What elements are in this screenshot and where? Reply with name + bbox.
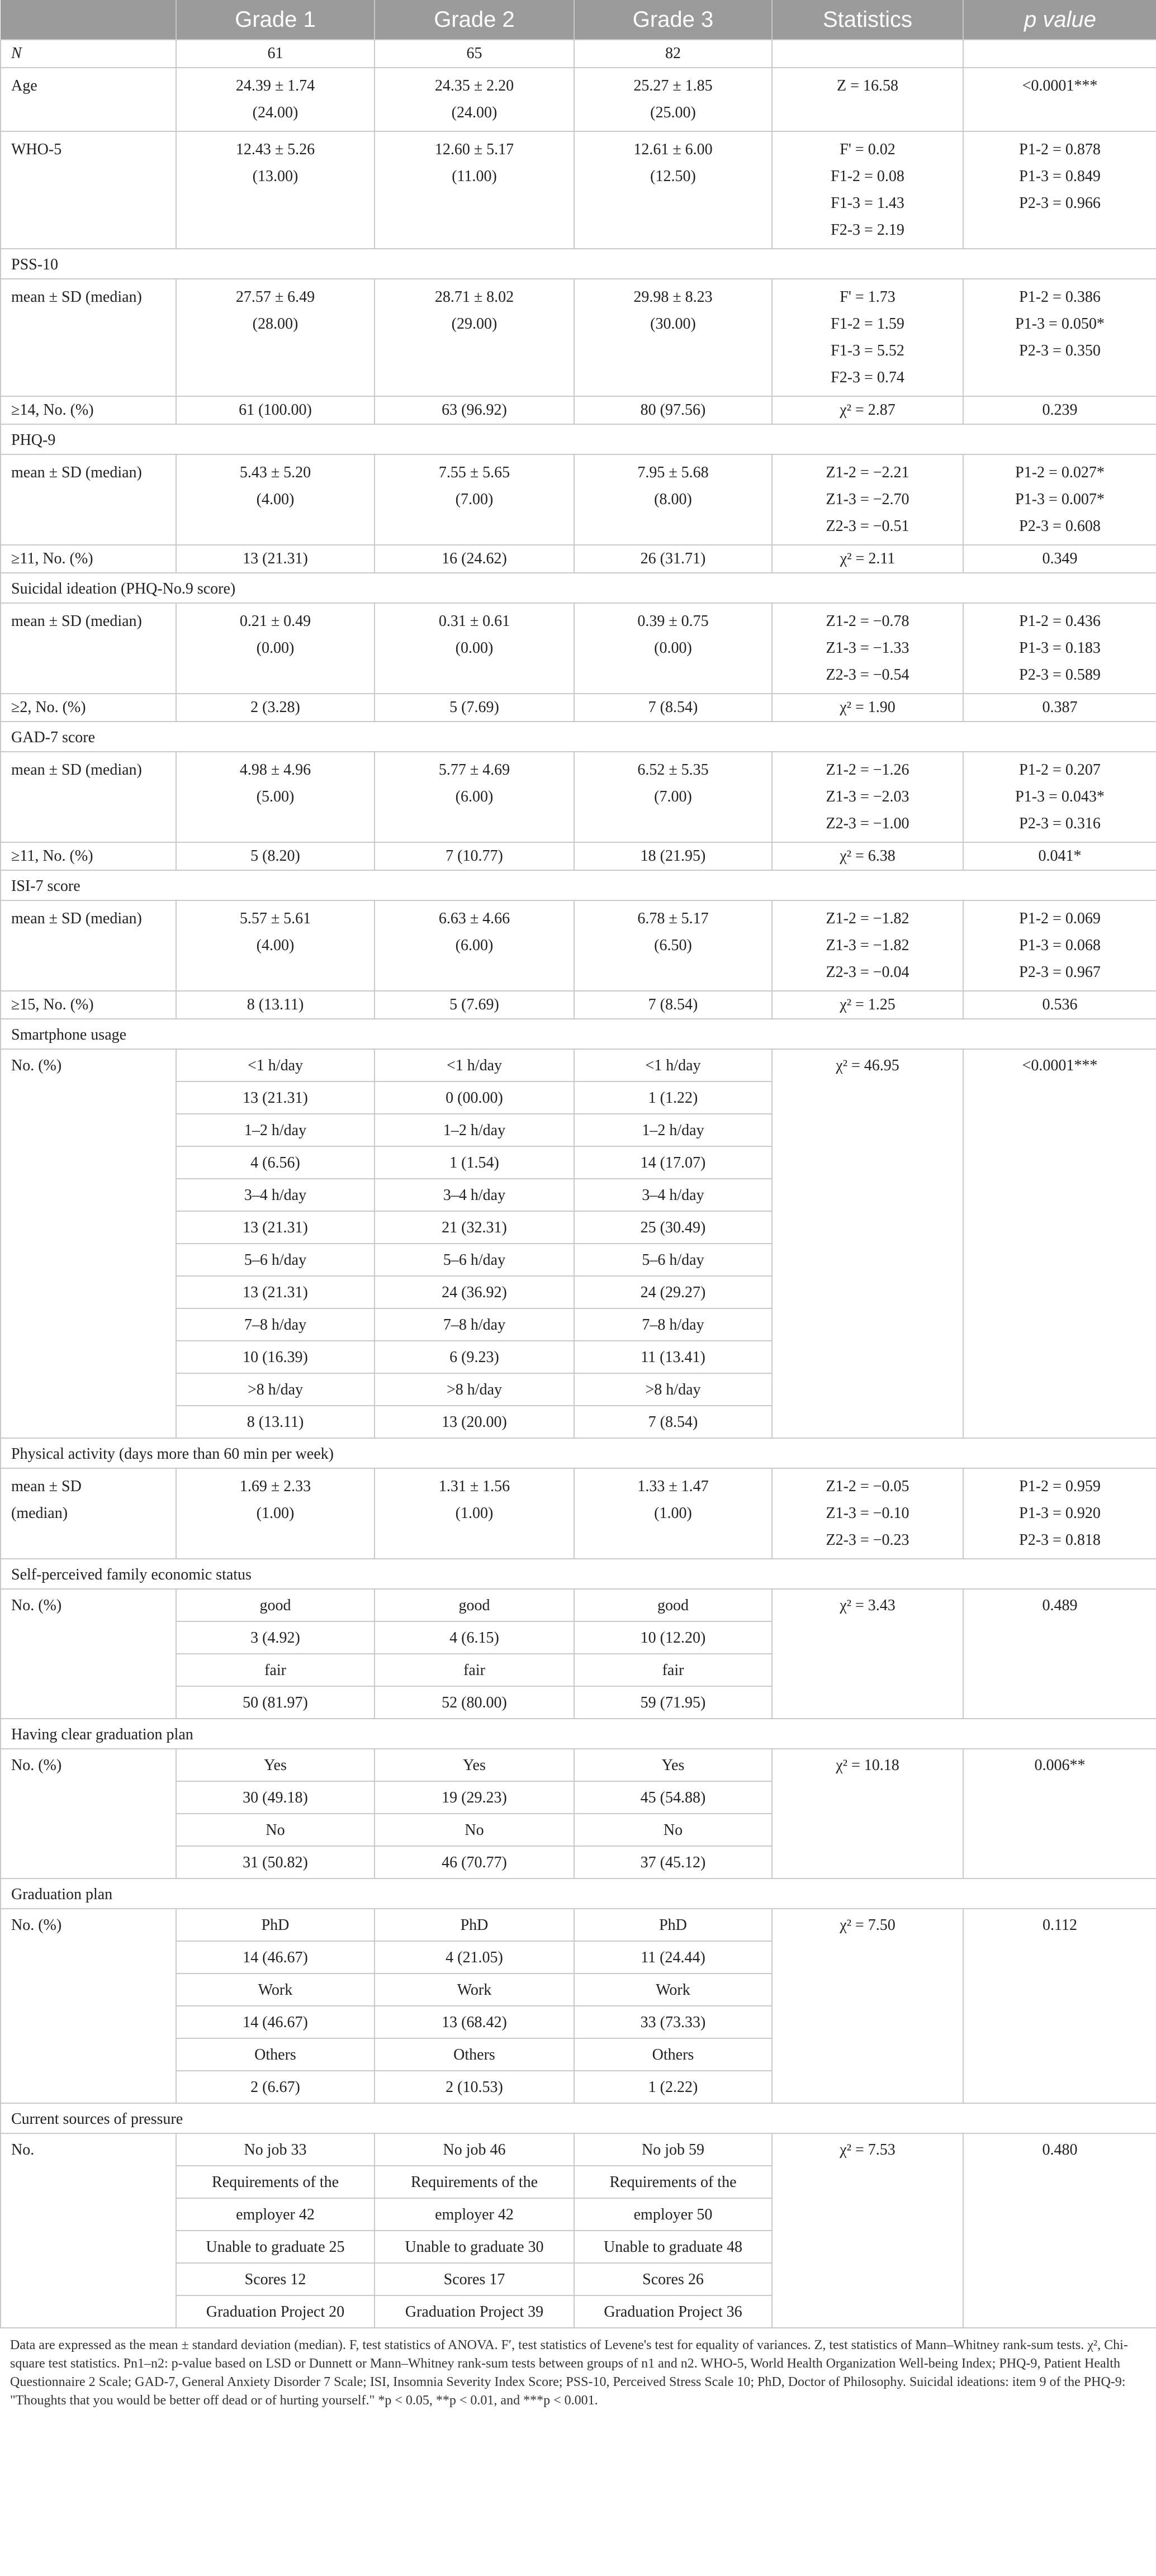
sub-row: 21 (32.31) [375, 1212, 574, 1244]
sub-row: 2 (6.67) [250, 2079, 300, 2096]
sub-row: 30 (49.18) [177, 1782, 374, 1814]
cell-label: No. (%) [1, 1589, 176, 1719]
sub-row: Yes [375, 1749, 574, 1782]
row-phys-mean [1, 1468, 1156, 1559]
sub-row: 14 (46.67) [177, 2006, 374, 2039]
sub-row: Scores 26 [575, 2264, 771, 2296]
cell-label: mean ± SD (median) [1, 279, 176, 396]
cell-p: 0.041* [963, 842, 1156, 870]
cell-p: 0.480 [963, 2133, 1156, 2328]
cell-label: No. (%) [1, 1749, 176, 1878]
header-grade1: Grade 1 [176, 0, 375, 40]
cell-p: P1-2 = 0.027* P1-3 = 0.007* P2-3 = 0.608 [963, 454, 1156, 545]
sub-row: Scores 12 [177, 2264, 374, 2296]
cell-stat: Z1-2 = −0.78 Z1-3 = −1.33 Z2-3 = −0.54 [772, 603, 963, 694]
sub-row: fair [375, 1654, 574, 1687]
header-p-value: p value [963, 0, 1156, 40]
cell-g3: 1.33 ± 1.47 (1.00) [574, 1468, 772, 1559]
cell-label: ≥11, No. (%) [1, 545, 176, 573]
cell-g3: 26 (31.71) [574, 545, 772, 573]
cell-g2: 5 (7.69) [375, 694, 574, 722]
section-suicidal [1, 573, 1156, 603]
sub-row: 13 (21.31) [177, 1082, 374, 1114]
sub-row: >8 h/day [177, 1374, 374, 1406]
cell-g2: 7.55 ± 5.65 (7.00) [375, 454, 574, 545]
sub-row: Work [177, 1974, 374, 2006]
header-grade2: Grade 2 [375, 0, 574, 40]
sub-row: 25 (30.49) [575, 1212, 771, 1244]
section-graduation-plan [1, 1878, 1156, 1909]
cell-g2 [375, 1749, 574, 1878]
cell-g3: 7 (8.54) [574, 694, 772, 722]
sub-row: good [375, 1590, 574, 1622]
row-isi-cut [1, 991, 1156, 1019]
section-gad [1, 722, 1156, 752]
cell-label: mean ± SD (median) [1, 454, 176, 545]
cell-label: mean ± SD (median) [1, 603, 176, 694]
sub-row: fair [177, 1654, 374, 1687]
cell-g1 [176, 1589, 375, 1719]
sub-row: Others [375, 2039, 574, 2071]
cell-label: No. (%) [1, 1049, 176, 1438]
sub-row: 10 (12.20) [575, 1622, 771, 1654]
sub-row: <1 h/day [575, 1050, 771, 1082]
sub-row: Unable to graduate 25 [177, 2231, 374, 2264]
sub-row: 4 (6.15) [375, 1622, 574, 1654]
cell-p: 0.489 [963, 1589, 1156, 1719]
sub-row: >8 h/day [575, 1374, 771, 1406]
sub-row: Work [375, 1974, 574, 2006]
cell-label: Age [1, 68, 176, 131]
cell-stat: χ² = 2.11 [772, 545, 963, 573]
cell-g1: 27.57 ± 6.49 (28.00) [176, 279, 375, 396]
cell-p: 0.006** [963, 1749, 1156, 1878]
sub-row: Graduation Project 36 [604, 2303, 742, 2321]
cell-g2: 24.35 ± 2.20 (24.00) [375, 68, 574, 131]
cell-stat [772, 40, 963, 68]
sub-row: 1–2 h/day [177, 1114, 374, 1147]
cell-g2: 5.77 ± 4.69 (6.00) [375, 752, 574, 842]
cell-g1: 5.43 ± 5.20 (4.00) [176, 454, 375, 545]
header-row [1, 0, 1156, 40]
sub-row: 2 (10.53) [446, 2079, 503, 2096]
cell-label: No. (%) [1, 1909, 176, 2103]
sub-row: 24 (29.27) [575, 1277, 771, 1309]
sub-row: 7–8 h/day [575, 1309, 771, 1341]
row-who5 [1, 131, 1156, 249]
cell-label: No. [1, 2133, 176, 2328]
sub-row: good [575, 1590, 771, 1622]
cell-g1: 13 (21.31) [176, 545, 375, 573]
cell-g3: 82 [574, 40, 772, 68]
section-title: Self-perceived family economic status [1, 1559, 1156, 1589]
cell-g3: 6.52 ± 5.35 (7.00) [574, 752, 772, 842]
cell-label: WHO-5 [1, 131, 176, 249]
sub-row: Yes [177, 1749, 374, 1782]
sub-row: No [375, 1814, 574, 1847]
sub-row: <1 h/day [375, 1050, 574, 1082]
cell-g1: 2 (3.28) [176, 694, 375, 722]
sub-row: No job 59 [575, 2134, 771, 2166]
cell-label: mean ± SD (median) [1, 752, 176, 842]
sub-row: 14 (17.07) [575, 1147, 771, 1179]
cell-g2: 6.63 ± 4.66 (6.00) [375, 900, 574, 991]
cell-p: P1-2 = 0.207 P1-3 = 0.043* P2-3 = 0.316 [963, 752, 1156, 842]
cell-stat: χ² = 1.25 [772, 991, 963, 1019]
section-title: PHQ-9 [1, 424, 1156, 454]
section-clear-plan [1, 1719, 1156, 1749]
row-sui-cut [1, 694, 1156, 722]
section-title: Current sources of pressure [1, 2103, 1156, 2133]
sub-row: PhD [375, 1909, 574, 1942]
cell-stat: Z1-2 = −1.82 Z1-3 = −1.82 Z2-3 = −0.04 [772, 900, 963, 991]
table-footnote: Data are expressed as the mean ± standard deviation (median). F, test statistics of ANOVA. F′, test statistics of Levene's test for equality of variances. Z, test statistics of Mann–Whitney rank-sum tests. χ², Chi-square test statistics. Pn1–n2: p-value based on LSD or Dunnett or Mann–Whitney rank-sum tests between groups of n1 and n2. WHO-5, World Health Organization Well-being Index; PHQ-9, Patient Health Questionnaire 2 Scale; GAD-7, General Anxiety Disorder 7 Scale; ISI, Insomnia Severity Index Score; PSS-10, Perceived Stress Scale 10; PhD, Doctor of Philosophy. Suicidal ideations: item 9 of the PHQ-9: "Thoughts that you would be better off dead or of hurting yourself." *p < 0.05, **p < 0.01, and ***p < 0.001. [10, 2338, 1128, 2408]
sub-row: 13 (68.42) [375, 2006, 574, 2039]
cell-g2: 0.31 ± 0.61 (0.00) [375, 603, 574, 694]
row-phq-mean [1, 454, 1156, 545]
cell-g3 [574, 1589, 772, 1719]
cell-p: <0.0001*** [963, 68, 1156, 131]
sub-row: employer 42 [375, 2199, 574, 2231]
cell-p: P1-2 = 0.386 P1-3 = 0.050* P2-3 = 0.350 [963, 279, 1156, 396]
sub-row: 5–6 h/day [177, 1244, 374, 1277]
cell-g2: 1.31 ± 1.56 (1.00) [375, 1468, 574, 1559]
sub-row: 13 (20.00) [442, 1413, 507, 1431]
section-smartphone [1, 1019, 1156, 1049]
sub-row: 0 (00.00) [375, 1082, 574, 1114]
sub-row: 4 (21.05) [375, 1942, 574, 1974]
cell-p: 0.536 [963, 991, 1156, 1019]
cell-g2 [375, 1049, 574, 1438]
sub-row: Graduation Project 20 [206, 2303, 345, 2321]
section-title: Suicidal ideation (PHQ-No.9 score) [1, 573, 1156, 603]
cell-g2: 12.60 ± 5.17 (11.00) [375, 131, 574, 249]
sub-row: employer 50 [575, 2199, 771, 2231]
sub-row: No [575, 1814, 771, 1847]
cell-g2: 63 (96.92) [375, 396, 574, 424]
sub-row: good [177, 1590, 374, 1622]
sub-row: 3–4 h/day [177, 1179, 374, 1212]
sub-row: 3 (4.92) [177, 1622, 374, 1654]
group-smartphone [1, 1049, 1156, 1438]
cell-stat: F' = 0.02 F1-2 = 0.08 F1-3 = 1.43 F2-3 = 2.19 [772, 131, 963, 249]
section-physical [1, 1438, 1156, 1468]
cell-g3 [574, 1909, 772, 2103]
cell-g3 [574, 2133, 772, 2328]
cell-g2: 7 (10.77) [375, 842, 574, 870]
cell-g1 [176, 1049, 375, 1438]
row-pss-cut [1, 396, 1156, 424]
sub-row: Unable to graduate 48 [575, 2231, 771, 2264]
sub-row: 24 (36.92) [375, 1277, 574, 1309]
cell-g1: 61 [176, 40, 375, 68]
cell-g3: 12.61 ± 6.00 (12.50) [574, 131, 772, 249]
sub-row: 10 (16.39) [177, 1341, 374, 1374]
cell-stat: χ² = 7.53 [772, 2133, 963, 2328]
cell-g3: 18 (21.95) [574, 842, 772, 870]
group-pressure [1, 2133, 1156, 2328]
cell-g2 [375, 1589, 574, 1719]
row-age [1, 68, 1156, 131]
cell-g1: 5 (8.20) [176, 842, 375, 870]
sub-row: No [177, 1814, 374, 1847]
sub-row: PhD [575, 1909, 771, 1942]
cell-label: ≥15, No. (%) [1, 991, 176, 1019]
cell-g3 [574, 1049, 772, 1438]
row-pss-mean [1, 279, 1156, 396]
section-economic [1, 1559, 1156, 1589]
sub-row: Requirements of the [575, 2166, 771, 2199]
cell-p: P1-2 = 0.959 P1-3 = 0.920 P2-3 = 0.818 [963, 1468, 1156, 1559]
sub-row: No job 33 [177, 2134, 374, 2166]
section-title: Physical activity (days more than 60 min per week) [1, 1438, 1156, 1468]
cell-p: P1-2 = 0.436 P1-3 = 0.183 P2-3 = 0.589 [963, 603, 1156, 694]
cell-g1 [176, 2133, 375, 2328]
cell-g3: 25.27 ± 1.85 (25.00) [574, 68, 772, 131]
cell-stat: χ² = 3.43 [772, 1589, 963, 1719]
cell-g3: 0.39 ± 0.75 (0.00) [574, 603, 772, 694]
sub-row: 37 (45.12) [640, 1854, 706, 1871]
row-phq-cut [1, 545, 1156, 573]
sub-row: 3–4 h/day [575, 1179, 771, 1212]
cell-g2: 28.71 ± 8.02 (29.00) [375, 279, 574, 396]
cell-p: 0.387 [963, 694, 1156, 722]
header-statistics: Statistics [772, 0, 963, 40]
header-grade3: Grade 3 [574, 0, 772, 40]
sub-row: 1 (1.22) [575, 1082, 771, 1114]
sub-row: 31 (50.82) [243, 1854, 308, 1871]
sub-row: 7 (8.54) [648, 1413, 698, 1431]
section-pss [1, 249, 1156, 279]
section-title: Smartphone usage [1, 1019, 1156, 1049]
sub-row: Yes [575, 1749, 771, 1782]
cell-g2 [375, 2133, 574, 2328]
cell-g1: 4.98 ± 4.96 (5.00) [176, 752, 375, 842]
cell-g2: 65 [375, 40, 574, 68]
sub-row: PhD [177, 1909, 374, 1942]
sub-row: 33 (73.33) [575, 2006, 771, 2039]
cell-p: P1-2 = 0.878 P1-3 = 0.849 P2-3 = 0.966 [963, 131, 1156, 249]
group-clear-plan [1, 1749, 1156, 1878]
sub-row: 14 (46.67) [177, 1942, 374, 1974]
sub-row: 11 (13.41) [575, 1341, 771, 1374]
cell-g1: 61 (100.00) [176, 396, 375, 424]
sub-row: 1–2 h/day [375, 1114, 574, 1147]
sub-row: Unable to graduate 30 [375, 2231, 574, 2264]
sub-row: 52 (80.00) [442, 1694, 507, 1711]
sub-row: 59 (71.95) [640, 1694, 706, 1711]
sub-row: 4 (6.56) [177, 1147, 374, 1179]
cell-stat: χ² = 2.87 [772, 396, 963, 424]
cell-stat: F' = 1.73 F1-2 = 1.59 F1-3 = 5.52 F2-3 = 0.74 [772, 279, 963, 396]
sub-row: 1–2 h/day [575, 1114, 771, 1147]
cell-g3: 29.98 ± 8.23 (30.00) [574, 279, 772, 396]
cell-stat: Z1-2 = −0.05 Z1-3 = −0.10 Z2-3 = −0.23 [772, 1468, 963, 1559]
cell-stat: Z1-2 = −2.21 Z1-3 = −2.70 Z2-3 = −0.51 [772, 454, 963, 545]
sub-row: Others [177, 2039, 374, 2071]
cell-stat: χ² = 1.90 [772, 694, 963, 722]
sub-row: 5–6 h/day [575, 1244, 771, 1277]
sub-row: <1 h/day [177, 1050, 374, 1082]
cell-g1: 0.21 ± 0.49 (0.00) [176, 603, 375, 694]
section-title: GAD-7 score [1, 722, 1156, 752]
sub-row: 7–8 h/day [375, 1309, 574, 1341]
cell-stat: χ² = 6.38 [772, 842, 963, 870]
sub-row: Others [575, 2039, 771, 2071]
sub-row: 50 (81.97) [243, 1694, 308, 1711]
cell-label: ≥14, No. (%) [1, 396, 176, 424]
sub-row: Scores 17 [375, 2264, 574, 2296]
cell-p: P1-2 = 0.069 P1-3 = 0.068 P2-3 = 0.967 [963, 900, 1156, 991]
sub-row: Work [575, 1974, 771, 2006]
cell-g2: 16 (24.62) [375, 545, 574, 573]
group-economic [1, 1589, 1156, 1719]
section-title: Having clear graduation plan [1, 1719, 1156, 1749]
cell-g2 [375, 1909, 574, 2103]
row-n [1, 40, 1156, 68]
sub-row: >8 h/day [375, 1374, 574, 1406]
section-pressure [1, 2103, 1156, 2133]
row-sui-mean [1, 603, 1156, 694]
cell-p: 0.349 [963, 545, 1156, 573]
cell-g1: 8 (13.11) [176, 991, 375, 1019]
sub-row: 45 (54.88) [575, 1782, 771, 1814]
cell-g3: 80 (97.56) [574, 396, 772, 424]
sub-row: 1 (1.54) [375, 1147, 574, 1179]
cell-stat: χ² = 7.50 [772, 1909, 963, 2103]
cell-g1 [176, 1749, 375, 1878]
cell-g1: 12.43 ± 5.26 (13.00) [176, 131, 375, 249]
cell-g1: 5.57 ± 5.61 (4.00) [176, 900, 375, 991]
cell-g1: 1.69 ± 2.33 (1.00) [176, 1468, 375, 1559]
section-title: ISI-7 score [1, 870, 1156, 900]
sub-row: 1 (2.22) [648, 2079, 698, 2096]
row-gad-cut [1, 842, 1156, 870]
section-isi [1, 870, 1156, 900]
cell-g3: 7 (8.54) [574, 991, 772, 1019]
cell-g1: 24.39 ± 1.74 (24.00) [176, 68, 375, 131]
sub-row: fair [575, 1654, 771, 1687]
sub-row: Requirements of the [375, 2166, 574, 2199]
cell-g2: 5 (7.69) [375, 991, 574, 1019]
cell-label: mean ± SD (median) [1, 900, 176, 991]
cell-p: 0.239 [963, 396, 1156, 424]
section-title: PSS-10 [1, 249, 1156, 279]
sub-row: 5–6 h/day [375, 1244, 574, 1277]
section-title: Graduation plan [1, 1878, 1156, 1909]
cell-g3: 6.78 ± 5.17 (6.50) [574, 900, 772, 991]
cell-label: ≥2, No. (%) [1, 694, 176, 722]
cell-g1 [176, 1909, 375, 2103]
header-col0 [1, 0, 176, 40]
sub-row: 3–4 h/day [375, 1179, 574, 1212]
sub-row: No job 46 [375, 2134, 574, 2166]
cell-p: 0.112 [963, 1909, 1156, 2103]
row-gad-mean [1, 752, 1156, 842]
sub-row: Graduation Project 39 [405, 2303, 544, 2321]
sub-row: 8 (13.11) [247, 1413, 304, 1431]
cell-label: mean ± SD (median) [1, 1468, 176, 1559]
sub-row: 7–8 h/day [177, 1309, 374, 1341]
cell-g3 [574, 1749, 772, 1878]
sub-row: 6 (9.23) [375, 1341, 574, 1374]
cell-stat: Z1-2 = −1.26 Z1-3 = −2.03 Z2-3 = −1.00 [772, 752, 963, 842]
cell-g3: 7.95 ± 5.68 (8.00) [574, 454, 772, 545]
sub-row: Requirements of the [177, 2166, 374, 2199]
cell-stat: χ² = 10.18 [772, 1749, 963, 1878]
section-phq [1, 424, 1156, 454]
sub-row: 19 (29.23) [375, 1782, 574, 1814]
row-label: N [1, 40, 176, 68]
sub-row: 13 (21.31) [177, 1277, 374, 1309]
cell-stat: χ² = 46.95 [772, 1049, 963, 1438]
cell-label: ≥11, No. (%) [1, 842, 176, 870]
sub-row: 13 (21.31) [177, 1212, 374, 1244]
cell-p: <0.0001*** [963, 1049, 1156, 1438]
cell-p [963, 40, 1156, 68]
group-graduation-plan [1, 1909, 1156, 2103]
sub-row: employer 42 [177, 2199, 374, 2231]
sub-row: 11 (24.44) [575, 1942, 771, 1974]
row-isi-mean [1, 900, 1156, 991]
sub-row: 46 (70.77) [442, 1854, 507, 1871]
cell-stat: Z = 16.58 [772, 68, 963, 131]
